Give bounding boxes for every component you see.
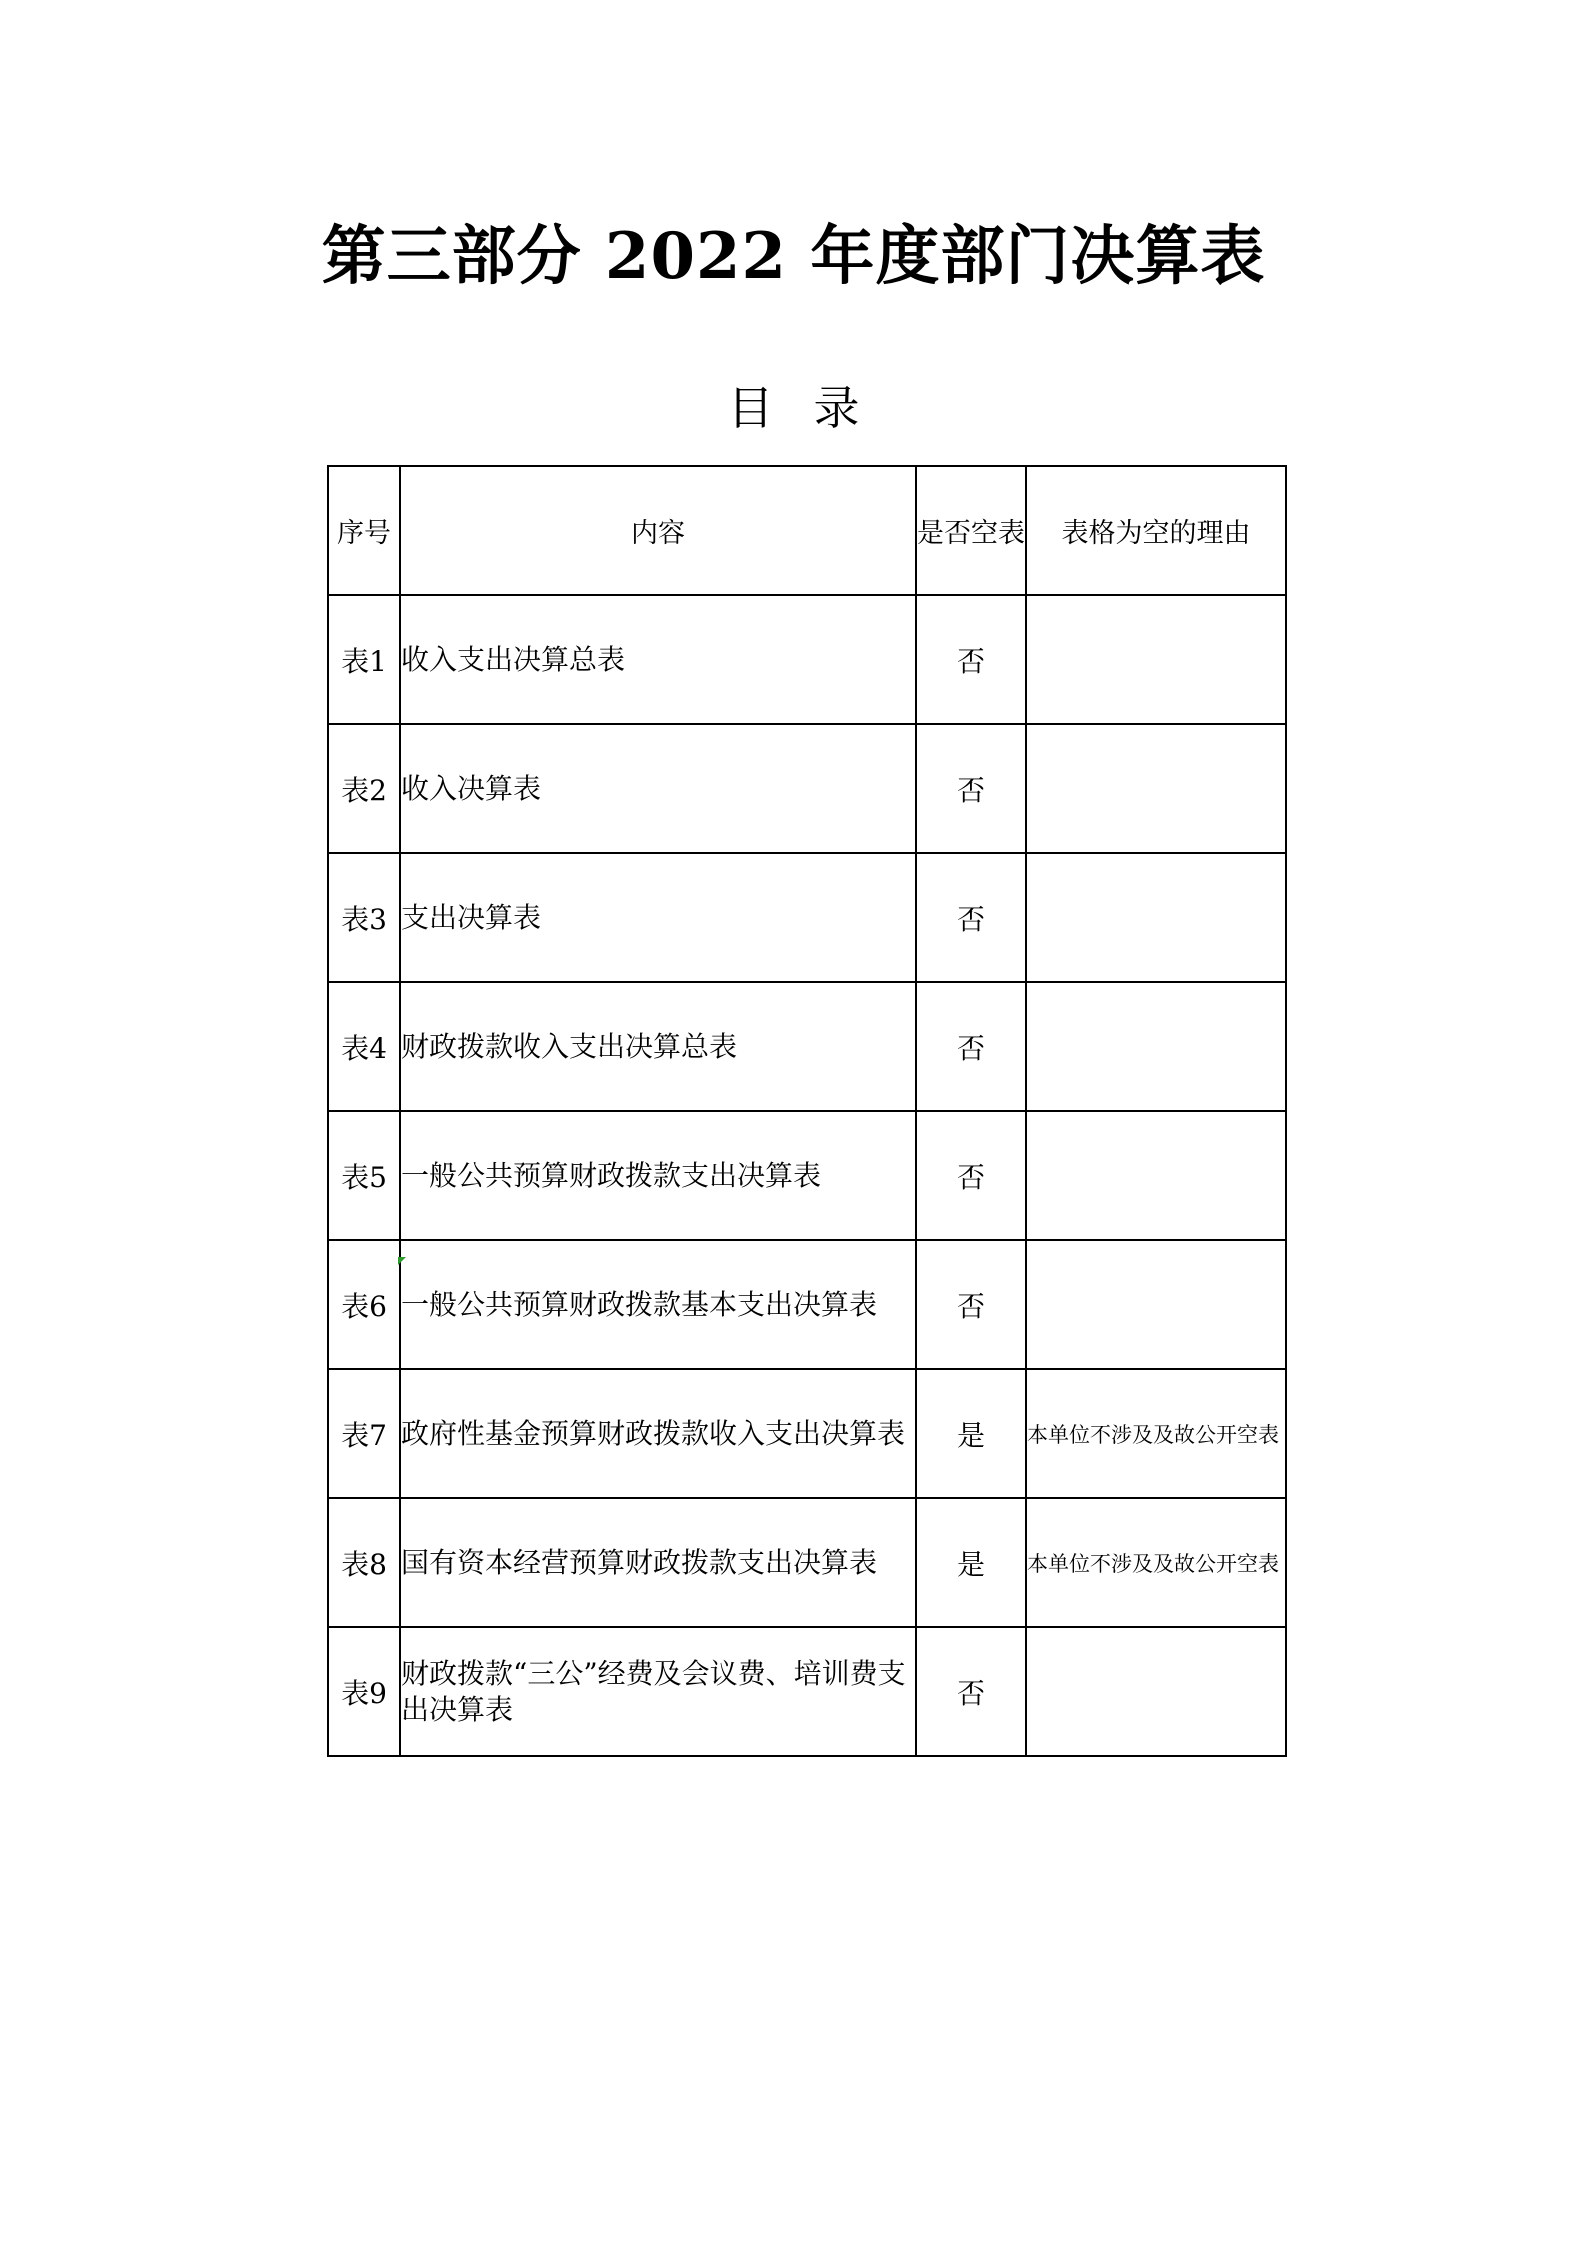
row-no: 表4	[328, 982, 400, 1111]
row-content: 收入支出决算总表	[400, 595, 916, 724]
toc-table	[327, 465, 1287, 1757]
table-row	[328, 853, 1286, 982]
row-is-empty: 否	[916, 595, 1026, 724]
row-reason: 本单位不涉及及故公开空表	[1026, 1498, 1286, 1627]
row-reason	[1026, 1627, 1286, 1756]
row-no: 表8	[328, 1498, 400, 1627]
row-content: 一般公共预算财政拨款基本支出决算表	[400, 1240, 916, 1369]
row-reason	[1026, 853, 1286, 982]
row-no: 表3	[328, 853, 400, 982]
table-row	[328, 1627, 1286, 1756]
table-row	[328, 1498, 1286, 1627]
row-content: 财政拨款收入支出决算总表	[400, 982, 916, 1111]
table-row	[328, 1111, 1286, 1240]
table-row	[328, 595, 1286, 724]
row-is-empty: 否	[916, 853, 1026, 982]
row-no: 表6	[328, 1240, 400, 1369]
row-is-empty: 是	[916, 1369, 1026, 1498]
row-no: 表9	[328, 1627, 400, 1756]
row-is-empty: 否	[916, 1240, 1026, 1369]
row-no: 表1	[328, 595, 400, 724]
row-no: 表2	[328, 724, 400, 853]
row-content: 财政拨款“三公”经费及会议费、培训费支出决算表	[400, 1627, 916, 1756]
row-content: 收入决算表	[400, 724, 916, 853]
row-reason	[1026, 1240, 1286, 1369]
row-no: 表5	[328, 1111, 400, 1240]
table-row	[328, 1240, 1286, 1369]
table-header-row	[328, 466, 1286, 595]
header-reason: 表格为空的理由	[1026, 466, 1286, 595]
row-is-empty: 否	[916, 1627, 1026, 1756]
row-reason	[1026, 1111, 1286, 1240]
row-is-empty: 是	[916, 1498, 1026, 1627]
toc-heading: 目录	[727, 381, 900, 435]
header-content: 内容	[400, 466, 916, 595]
row-content: 支出决算表	[400, 853, 916, 982]
row-content: 一般公共预算财政拨款支出决算表	[400, 1111, 916, 1240]
row-is-empty: 否	[916, 1111, 1026, 1240]
row-reason	[1026, 724, 1286, 853]
row-content: 政府性基金预算财政拨款收入支出决算表	[400, 1369, 916, 1498]
row-reason: 本单位不涉及及故公开空表	[1026, 1369, 1286, 1498]
comment-marker-icon	[398, 1257, 406, 1265]
table-row	[328, 982, 1286, 1111]
header-is-empty: 是否空表	[916, 466, 1026, 595]
row-is-empty: 否	[916, 724, 1026, 853]
header-no: 序号	[328, 466, 400, 595]
table-row	[328, 1369, 1286, 1498]
row-is-empty: 否	[916, 982, 1026, 1111]
row-content: 国有资本经营预算财政拨款支出决算表	[400, 1498, 916, 1627]
row-no: 表7	[328, 1369, 400, 1498]
table-row	[328, 724, 1286, 853]
row-reason	[1026, 982, 1286, 1111]
row-reason	[1026, 595, 1286, 724]
page-title: 第三部分 2022 年度部门决算表	[321, 219, 1266, 294]
